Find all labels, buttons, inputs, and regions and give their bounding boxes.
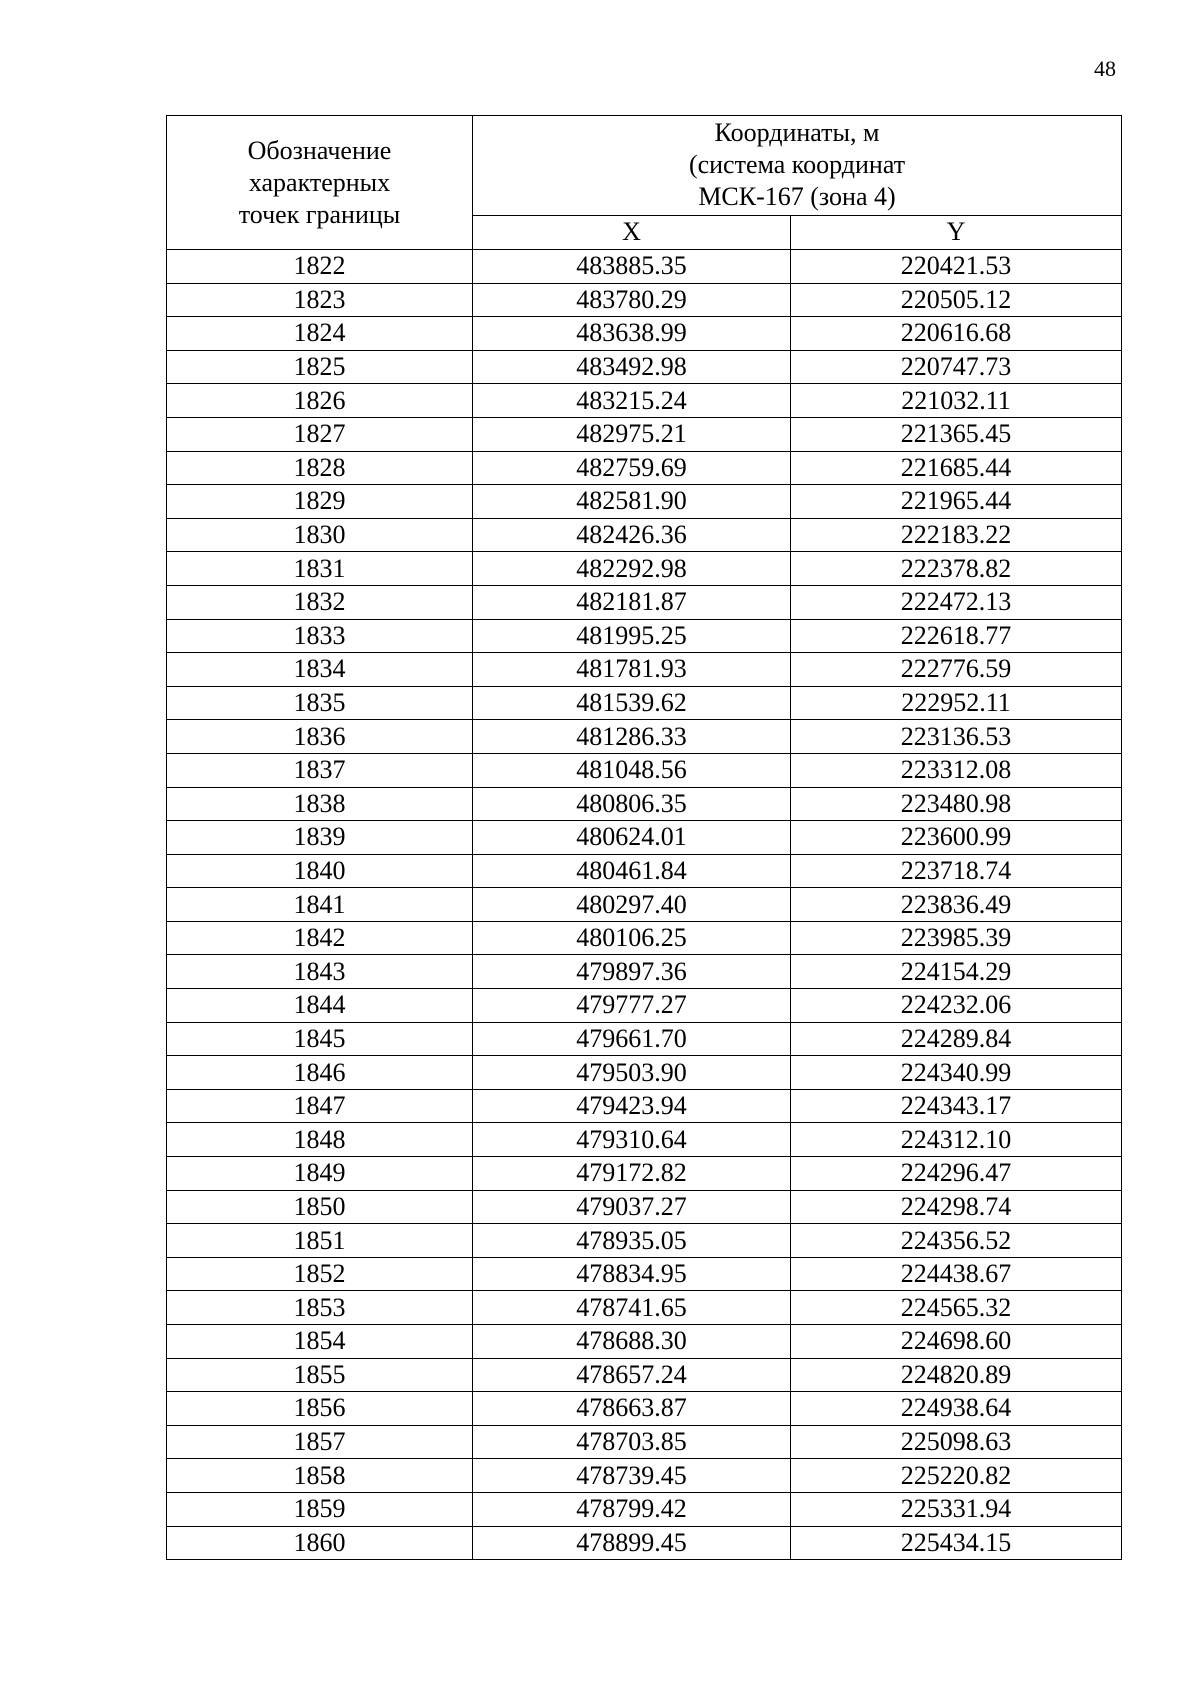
point-cell: 1860 xyxy=(167,1526,473,1560)
x-coordinate-cell: 480106.25 xyxy=(473,921,791,955)
x-coordinate-cell: 482181.87 xyxy=(473,585,791,619)
table-row xyxy=(167,585,1122,619)
y-coordinate-cell: 224565.32 xyxy=(791,1291,1122,1325)
point-cell: 1838 xyxy=(167,787,473,821)
y-coordinate-cell: 225220.82 xyxy=(791,1459,1122,1493)
point-cell: 1844 xyxy=(167,989,473,1023)
x-coordinate-cell: 480624.01 xyxy=(473,821,791,855)
y-coordinate-cell: 222776.59 xyxy=(791,653,1122,687)
table-row xyxy=(167,1089,1122,1123)
y-coordinate-cell: 222378.82 xyxy=(791,552,1122,586)
x-coordinate-cell: 479172.82 xyxy=(473,1157,791,1191)
coordinates-header xyxy=(473,116,1122,216)
x-coordinate-cell: 478899.45 xyxy=(473,1526,791,1560)
x-coordinate-cell: 483215.24 xyxy=(473,384,791,418)
y-coordinate-cell: 225434.15 xyxy=(791,1526,1122,1560)
point-cell: 1849 xyxy=(167,1157,473,1191)
x-coordinate-cell: 479661.70 xyxy=(473,1022,791,1056)
table-row xyxy=(167,552,1122,586)
y-coordinate-cell: 223600.99 xyxy=(791,821,1122,855)
table-row xyxy=(167,1022,1122,1056)
x-coordinate-cell: 480461.84 xyxy=(473,854,791,888)
x-coordinate-cell: 480297.40 xyxy=(473,888,791,922)
y-coordinate-cell: 224820.89 xyxy=(791,1358,1122,1392)
table-row xyxy=(167,1257,1122,1291)
point-cell: 1855 xyxy=(167,1358,473,1392)
y-coordinate-cell: 221032.11 xyxy=(791,384,1122,418)
x-coordinate-cell: 479503.90 xyxy=(473,1056,791,1090)
y-coordinate-cell: 221365.45 xyxy=(791,417,1122,451)
page-number: 48 xyxy=(1094,56,1116,81)
designation-header-line: Обозначение xyxy=(247,135,392,165)
x-coordinate-cell: 483780.29 xyxy=(473,283,791,317)
x-coordinate-cell: 482426.36 xyxy=(473,518,791,552)
y-column-header: Y xyxy=(791,215,1122,249)
point-cell: 1851 xyxy=(167,1224,473,1258)
designation-header-line: точек границы xyxy=(238,199,401,229)
table-row xyxy=(167,485,1122,519)
table-row xyxy=(167,1459,1122,1493)
x-coordinate-cell: 479897.36 xyxy=(473,955,791,989)
x-coordinate-cell: 482975.21 xyxy=(473,417,791,451)
x-coordinate-cell: 478688.30 xyxy=(473,1325,791,1359)
table-row xyxy=(167,1291,1122,1325)
table-row xyxy=(167,250,1122,284)
designation-header-line: характерных xyxy=(248,167,391,197)
point-cell: 1845 xyxy=(167,1022,473,1056)
table-row xyxy=(167,821,1122,855)
y-coordinate-cell: 224698.60 xyxy=(791,1325,1122,1359)
x-coordinate-cell: 483638.99 xyxy=(473,317,791,351)
y-coordinate-cell: 224938.64 xyxy=(791,1392,1122,1426)
point-cell: 1859 xyxy=(167,1492,473,1526)
y-coordinate-cell: 222183.22 xyxy=(791,518,1122,552)
point-cell: 1834 xyxy=(167,653,473,687)
point-cell: 1848 xyxy=(167,1123,473,1157)
x-coordinate-cell: 483885.35 xyxy=(473,250,791,284)
table-row xyxy=(167,283,1122,317)
table-body xyxy=(167,250,1122,1560)
y-coordinate-cell: 225331.94 xyxy=(791,1492,1122,1526)
table-row xyxy=(167,787,1122,821)
table-row xyxy=(167,1526,1122,1560)
x-coordinate-cell: 481048.56 xyxy=(473,753,791,787)
table-row xyxy=(167,1190,1122,1224)
coordinates-header-line: (система координат xyxy=(688,150,906,180)
point-cell: 1843 xyxy=(167,955,473,989)
y-coordinate-cell: 224356.52 xyxy=(791,1224,1122,1258)
point-cell: 1846 xyxy=(167,1056,473,1090)
y-coordinate-cell: 224340.99 xyxy=(791,1056,1122,1090)
point-cell: 1840 xyxy=(167,854,473,888)
y-coordinate-cell: 221685.44 xyxy=(791,451,1122,485)
x-coordinate-cell: 478657.24 xyxy=(473,1358,791,1392)
table-row xyxy=(167,720,1122,754)
point-cell: 1839 xyxy=(167,821,473,855)
point-cell: 1836 xyxy=(167,720,473,754)
x-coordinate-cell: 478935.05 xyxy=(473,1224,791,1258)
point-cell: 1856 xyxy=(167,1392,473,1426)
point-cell: 1830 xyxy=(167,518,473,552)
y-coordinate-cell: 220616.68 xyxy=(791,317,1122,351)
point-cell: 1829 xyxy=(167,485,473,519)
table-row xyxy=(167,653,1122,687)
y-coordinate-cell: 224438.67 xyxy=(791,1257,1122,1291)
y-coordinate-cell: 224154.29 xyxy=(791,955,1122,989)
table-row xyxy=(167,989,1122,1023)
coordinates-table xyxy=(166,115,1122,1560)
point-cell: 1857 xyxy=(167,1425,473,1459)
y-coordinate-cell: 225098.63 xyxy=(791,1425,1122,1459)
y-coordinate-cell: 223836.49 xyxy=(791,888,1122,922)
x-coordinate-cell: 482581.90 xyxy=(473,485,791,519)
table-row xyxy=(167,1056,1122,1090)
coordinates-header-line: Координаты, м xyxy=(714,118,880,148)
table-row xyxy=(167,1157,1122,1191)
y-coordinate-cell: 224312.10 xyxy=(791,1123,1122,1157)
table-row xyxy=(167,854,1122,888)
x-coordinate-cell: 478834.95 xyxy=(473,1257,791,1291)
y-coordinate-cell: 222618.77 xyxy=(791,619,1122,653)
x-coordinate-cell: 478799.42 xyxy=(473,1492,791,1526)
table-row xyxy=(167,955,1122,989)
y-coordinate-cell: 222472.13 xyxy=(791,585,1122,619)
y-coordinate-cell: 223985.39 xyxy=(791,921,1122,955)
x-coordinate-cell: 481286.33 xyxy=(473,720,791,754)
table-row xyxy=(167,1358,1122,1392)
table-row xyxy=(167,1325,1122,1359)
point-cell: 1858 xyxy=(167,1459,473,1493)
y-coordinate-cell: 220505.12 xyxy=(791,283,1122,317)
y-coordinate-cell: 220747.73 xyxy=(791,350,1122,384)
point-cell: 1841 xyxy=(167,888,473,922)
y-coordinate-cell: 221965.44 xyxy=(791,485,1122,519)
y-coordinate-cell: 223136.53 xyxy=(791,720,1122,754)
point-cell: 1833 xyxy=(167,619,473,653)
point-cell: 1847 xyxy=(167,1089,473,1123)
point-cell: 1854 xyxy=(167,1325,473,1359)
x-coordinate-cell: 479310.64 xyxy=(473,1123,791,1157)
y-coordinate-cell: 224298.74 xyxy=(791,1190,1122,1224)
point-cell: 1827 xyxy=(167,417,473,451)
point-cell: 1842 xyxy=(167,921,473,955)
point-cell: 1832 xyxy=(167,585,473,619)
table-header xyxy=(167,116,1122,250)
y-coordinate-cell: 224343.17 xyxy=(791,1089,1122,1123)
point-cell: 1831 xyxy=(167,552,473,586)
point-cell: 1835 xyxy=(167,686,473,720)
table-row xyxy=(167,384,1122,418)
x-coordinate-cell: 481781.93 xyxy=(473,653,791,687)
x-coordinate-cell: 479777.27 xyxy=(473,989,791,1023)
x-coordinate-cell: 482292.98 xyxy=(473,552,791,586)
x-coordinate-cell: 483492.98 xyxy=(473,350,791,384)
table-row xyxy=(167,1425,1122,1459)
point-cell: 1852 xyxy=(167,1257,473,1291)
table-row xyxy=(167,451,1122,485)
table-row xyxy=(167,417,1122,451)
y-coordinate-cell: 224296.47 xyxy=(791,1157,1122,1191)
table-row xyxy=(167,1224,1122,1258)
point-cell: 1853 xyxy=(167,1291,473,1325)
x-coordinate-cell: 481539.62 xyxy=(473,686,791,720)
x-coordinate-cell: 478703.85 xyxy=(473,1425,791,1459)
x-coordinate-cell: 482759.69 xyxy=(473,451,791,485)
coordinates-header-line: МСК-167 (зона 4) xyxy=(698,182,896,212)
y-coordinate-cell: 223312.08 xyxy=(791,753,1122,787)
table-row xyxy=(167,1392,1122,1426)
x-coordinate-cell: 481995.25 xyxy=(473,619,791,653)
table-row xyxy=(167,753,1122,787)
y-coordinate-cell: 223480.98 xyxy=(791,787,1122,821)
table-row xyxy=(167,518,1122,552)
x-column-header: X xyxy=(473,215,791,249)
point-cell: 1822 xyxy=(167,250,473,284)
x-coordinate-cell: 479037.27 xyxy=(473,1190,791,1224)
point-cell: 1823 xyxy=(167,283,473,317)
point-cell: 1828 xyxy=(167,451,473,485)
point-cell: 1826 xyxy=(167,384,473,418)
table-row xyxy=(167,317,1122,351)
table-row xyxy=(167,350,1122,384)
x-coordinate-cell: 480806.35 xyxy=(473,787,791,821)
y-coordinate-cell: 222952.11 xyxy=(791,686,1122,720)
point-cell: 1824 xyxy=(167,317,473,351)
designation-header xyxy=(167,116,473,250)
table-row xyxy=(167,619,1122,653)
point-cell: 1850 xyxy=(167,1190,473,1224)
y-coordinate-cell: 223718.74 xyxy=(791,854,1122,888)
table-row xyxy=(167,686,1122,720)
y-coordinate-cell: 220421.53 xyxy=(791,250,1122,284)
y-coordinate-cell: 224289.84 xyxy=(791,1022,1122,1056)
x-coordinate-cell: 478739.45 xyxy=(473,1459,791,1493)
table-row xyxy=(167,1123,1122,1157)
point-cell: 1837 xyxy=(167,753,473,787)
x-coordinate-cell: 478741.65 xyxy=(473,1291,791,1325)
table-row xyxy=(167,921,1122,955)
table-row xyxy=(167,888,1122,922)
table-row xyxy=(167,1492,1122,1526)
x-coordinate-cell: 479423.94 xyxy=(473,1089,791,1123)
y-coordinate-cell: 224232.06 xyxy=(791,989,1122,1023)
x-coordinate-cell: 478663.87 xyxy=(473,1392,791,1426)
point-cell: 1825 xyxy=(167,350,473,384)
